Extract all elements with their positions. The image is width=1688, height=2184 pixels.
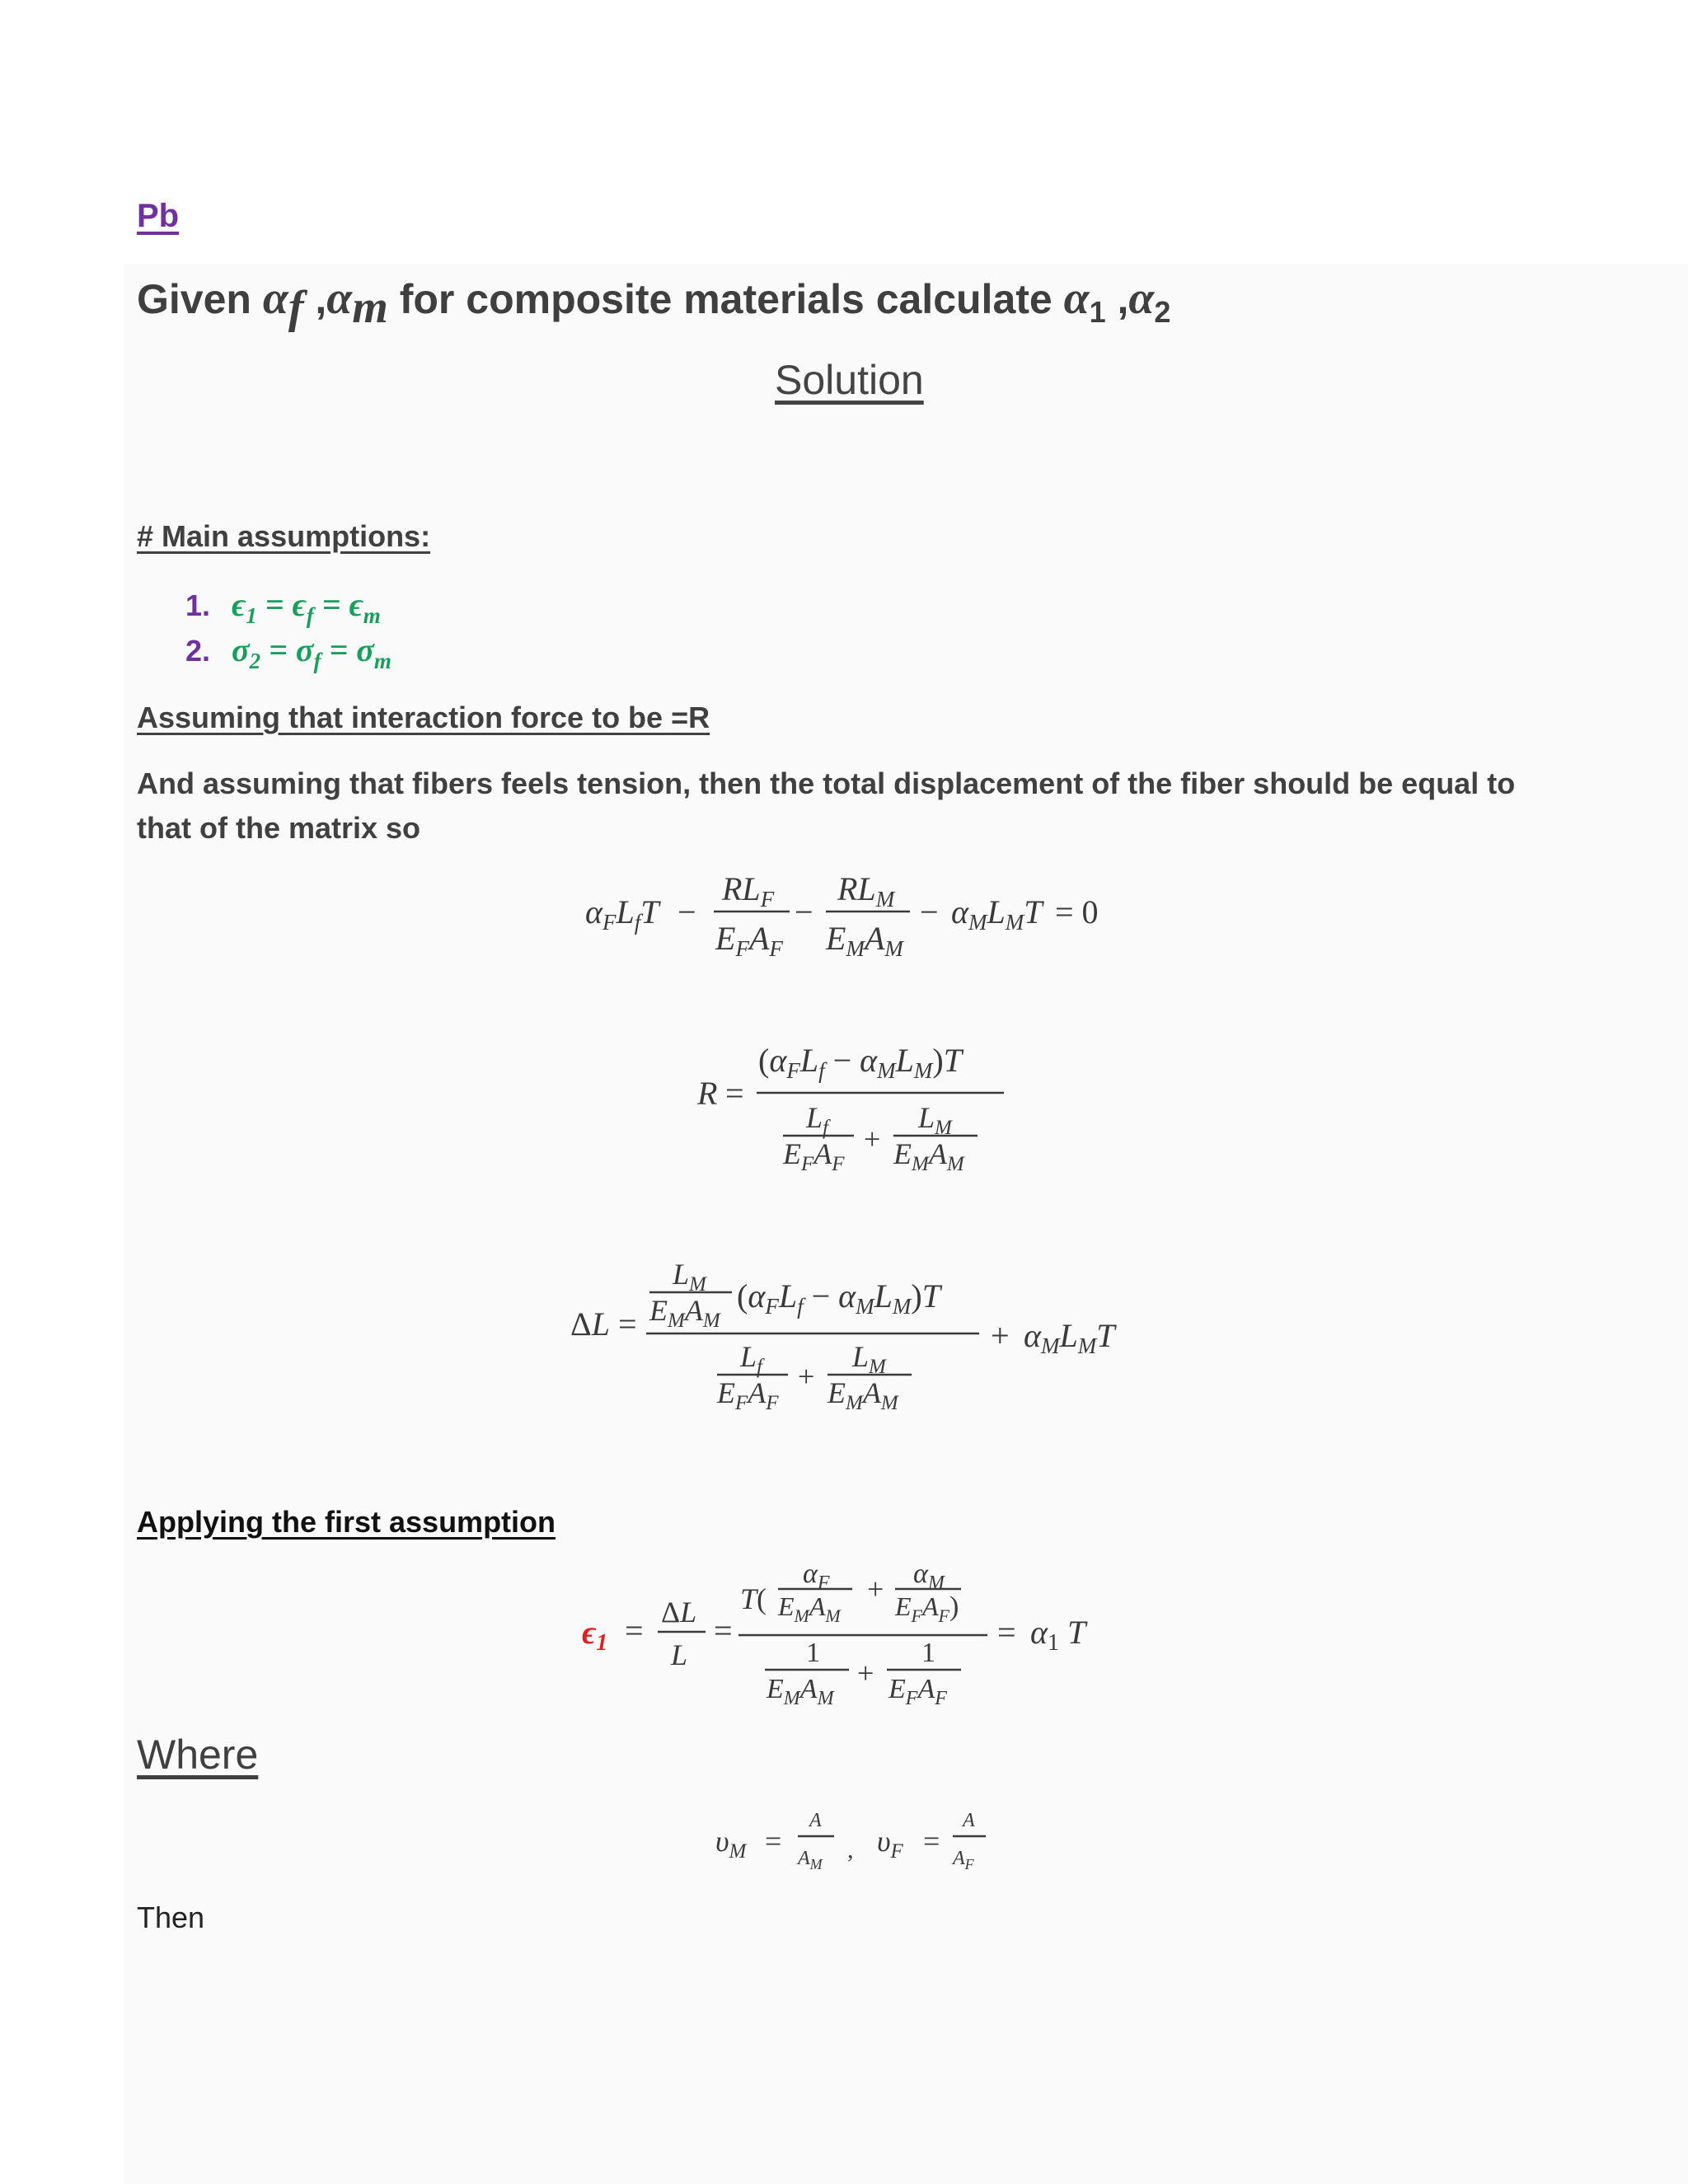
equation-strain: [569, 1549, 1129, 1714]
svg-text:αF: $\alpha_F$: [803, 1558, 830, 1594]
svg-text:αMLMT: $\alpha_ML_MT$: [1024, 1317, 1115, 1358]
svg-text:1: 1: [806, 1638, 820, 1668]
svg-text:=: =: [765, 1825, 782, 1858]
svg-text:+: +: [857, 1657, 874, 1690]
assumptions-title: # Main assumptions:: [137, 519, 431, 553]
svg-text:EFAF: $E_FA_F$: [715, 920, 783, 961]
equation-delta-L: [560, 1244, 1154, 1409]
svg-text:EMAM: $E_MA_M$: [778, 1591, 841, 1626]
svg-text:EFAF): $E_FA_F$): [895, 1591, 959, 1626]
svg-text:Lf: $L_f$: [740, 1340, 762, 1378]
interaction-title: Assuming that interaction force to be =R: [137, 701, 710, 734]
svg-text:−: −: [678, 893, 696, 930]
svg-text:αMLMT: $\alpha_ML_MT$: [951, 893, 1043, 935]
svg-text:(αFLf − αMLM)T: $(\alpha_FL_f - \alpha_ML_M)T$: [758, 1042, 962, 1083]
svg-text:=: =: [923, 1825, 940, 1858]
svg-text:αM: $\alpha_M$: [913, 1558, 945, 1594]
svg-text:ϵ1: $\epsilon_1$: [582, 1614, 608, 1656]
svg-text:+: +: [991, 1317, 1010, 1354]
svg-text:ΔL: ΔL: [570, 1305, 610, 1343]
svg-text:1: 1: [921, 1638, 935, 1668]
svg-text:+: +: [798, 1360, 815, 1393]
svg-text:−: −: [920, 893, 939, 930]
svg-text:EMAM: $E_MA_M$: [828, 1376, 898, 1409]
then-label: Then: [137, 1900, 205, 1934]
svg-text:=: =: [997, 1614, 1016, 1651]
given-prefix: Given: [137, 276, 251, 322]
svg-text:LM: $L_M$: [918, 1101, 952, 1139]
first-assumption-title: Applying the first assumption: [137, 1505, 556, 1539]
equation-displacement-balance: [560, 857, 1137, 964]
svg-text:T(: T(: [740, 1582, 767, 1615]
svg-text:EFAF: $E_FA_F$: [717, 1376, 779, 1409]
svg-text:αFLfT: $\alpha_FL_fT$: [585, 893, 659, 935]
svg-text:=: =: [725, 1075, 744, 1112]
svg-text:R: R: [697, 1075, 718, 1112]
svg-text:AF: $A_F$: [953, 1848, 974, 1872]
svg-text:=: =: [714, 1612, 733, 1649]
svg-text:EFAF: $E_FA_F$: [889, 1674, 947, 1709]
svg-text:RLM: $RL_M$: [837, 870, 895, 912]
solution-heading: Solution: [775, 357, 924, 403]
svg-text:A: A: [809, 1810, 822, 1831]
svg-text:EMAM: $E_MA_M$: [826, 920, 903, 961]
svg-text:A: A: [963, 1810, 975, 1831]
svg-text:EMAM: $E_MA_M$: [649, 1294, 720, 1332]
where-heading: Where: [137, 1732, 259, 1778]
svg-text:LM: $L_M$: [852, 1340, 886, 1378]
svg-text:EMAM: $E_MA_M$: [893, 1137, 964, 1175]
svg-text:RLF: $RL_F$: [722, 870, 775, 912]
svg-text:AM: $A_M$: [798, 1848, 823, 1872]
svg-text:LM: $L_M$: [673, 1258, 706, 1296]
assumption-item-2: 2. $\sigma_2 = \sigma_f = \sigma_m$: [185, 631, 392, 673]
svg-text:−: −: [795, 893, 814, 930]
svg-text:=: =: [625, 1612, 644, 1649]
equation-volume-fractions: [701, 1797, 997, 1887]
svg-text:+: +: [864, 1122, 881, 1155]
svg-text:+: +: [867, 1572, 884, 1605]
svg-text:υF: $\upsilon_F$: [877, 1825, 903, 1863]
svg-text:L: L: [671, 1638, 688, 1671]
svg-text:EFAF: $E_FA_F$: [783, 1137, 845, 1175]
equation-R: [684, 1030, 1030, 1179]
svg-text:Lf: $L_f$: [806, 1101, 828, 1139]
svg-text:α1 T: $\alpha_1$ T: [1030, 1614, 1086, 1656]
problem-label: Pb: [137, 198, 180, 234]
problem-statement: Given $\alpha_f$ $,\alpha_m$ for composite materials calculate $\alpha_1$ $,\alpha_2$: [137, 273, 1171, 333]
svg-text:ΔL: ΔL: [661, 1596, 697, 1629]
svg-text:υM: $\upsilon_M$: [715, 1825, 747, 1863]
assumption-item-1: 1. $\epsilon_1 = \epsilon_f = \epsilon_m$: [185, 586, 381, 628]
assumption-equation-2: $\sigma_2 = \sigma_f = \sigma_m$: [232, 631, 392, 673]
svg-text:= 0: = 0: [1055, 893, 1099, 930]
svg-text:EMAM: $E_MA_M$: [767, 1674, 834, 1709]
interaction-paragraph: And assuming that fibers feels tension, then the total displacement of the fiber should be equal to that of the matrix so: [137, 766, 1516, 845]
svg-text:,: ,: [847, 1836, 854, 1863]
assumption-equation-1: $\epsilon_1 = \epsilon_f = \epsilon_m$: [232, 586, 381, 628]
svg-text:(αFLf − αMLM)T: $(\alpha_FL_f - \alpha_ML_M)T$: [737, 1277, 940, 1319]
svg-text:=: =: [618, 1305, 637, 1343]
